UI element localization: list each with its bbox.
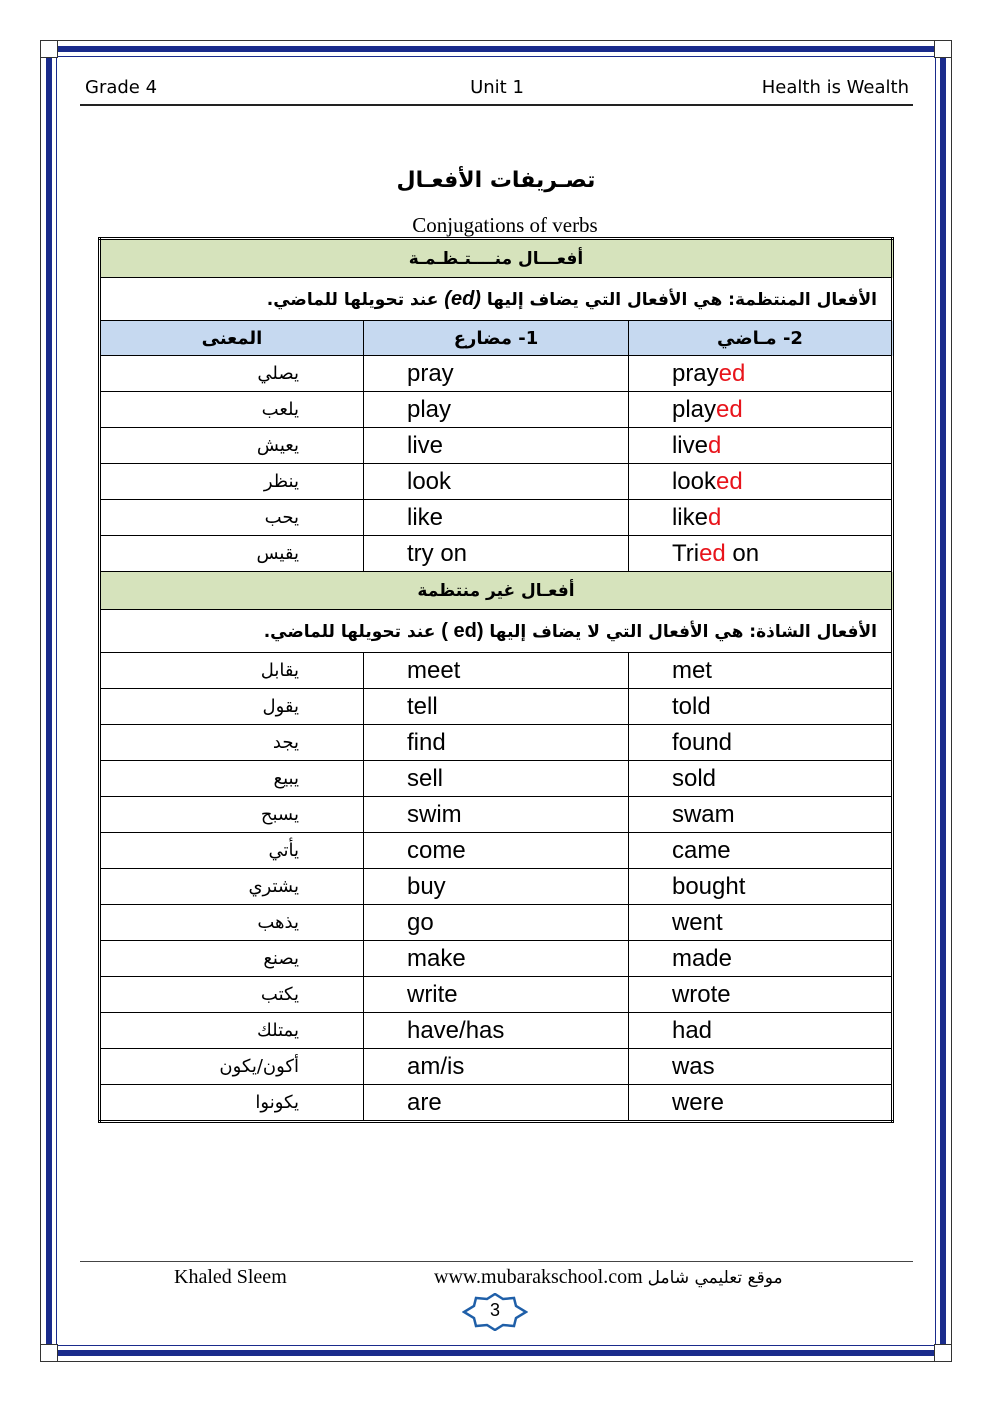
verb-meaning: يحب <box>100 500 364 536</box>
definition-text: الأفعال المنتظمة: هي الأفعال التي يضاف إليها <box>480 289 877 310</box>
verb-meaning: يشتري <box>100 869 364 905</box>
verb-present: have/has <box>363 1013 628 1049</box>
verb-meaning: يذهب <box>100 905 364 941</box>
verb-past: bought <box>628 869 892 905</box>
irregular-section-heading: أفعـال غير منتظمة <box>100 572 893 610</box>
verb-past: went <box>628 905 892 941</box>
regular-verb-row <box>100 500 893 536</box>
irregular-definition-row <box>100 610 893 653</box>
irregular-verb-row <box>100 761 893 797</box>
verb-past <box>628 428 892 464</box>
verb-present: come <box>363 833 628 869</box>
irregular-verb-row <box>100 1085 893 1122</box>
verb-meaning: أكون/يكون <box>100 1049 364 1085</box>
verb-present: play <box>363 392 628 428</box>
verb-past: were <box>628 1085 892 1122</box>
verb-meaning: يصنع <box>100 941 364 977</box>
verb-meaning: يقابل <box>100 653 364 689</box>
regular-definition-row <box>100 278 893 321</box>
regular-verb-row <box>100 392 893 428</box>
verb-meaning: يصلي <box>100 356 364 392</box>
column-header-present: 1- مضارع <box>363 321 628 356</box>
ed-suffix-label: ( ed) <box>441 619 484 642</box>
regular-verb-row <box>100 428 893 464</box>
past-rest: on <box>725 539 760 567</box>
regular-verb-row <box>100 464 893 500</box>
frame-corner <box>40 40 58 58</box>
definition-text: عند تحويلها للماضي. <box>266 289 445 310</box>
regular-definition <box>100 278 893 321</box>
past-suffix: d <box>707 431 722 459</box>
irregular-definition <box>100 610 893 653</box>
verb-meaning: يمتلك <box>100 1013 364 1049</box>
verb-past <box>628 356 892 392</box>
verb-present: meet <box>363 653 628 689</box>
frame-corner <box>40 1344 58 1362</box>
page-title-arabic: تصـريفات الأفعـال <box>396 168 596 193</box>
verb-present: try on <box>363 536 628 572</box>
irregular-verb-row <box>100 869 893 905</box>
verb-present: tell <box>363 689 628 725</box>
past-stem: live <box>671 431 708 459</box>
footer-website-line <box>434 1266 783 1289</box>
verb-meaning: يجد <box>100 725 364 761</box>
past-suffix: ed <box>716 395 743 423</box>
irregular-verb-row <box>100 941 893 977</box>
verb-present: buy <box>363 869 628 905</box>
past-stem: Tri <box>671 539 700 567</box>
regular-verb-row <box>100 536 893 572</box>
verb-past: told <box>628 689 892 725</box>
definition-text: عند تحويلها للماضي. <box>263 621 442 642</box>
regular-section-heading: أفعـــال منــــتـظـمـة <box>100 239 893 278</box>
column-header-past: 2- مـاضي <box>628 321 892 356</box>
verb-past <box>628 500 892 536</box>
header-divider <box>80 104 913 106</box>
footer-author: Khaled Sleem <box>174 1266 287 1288</box>
ed-suffix-label: (ed) <box>444 287 481 310</box>
irregular-verb-row <box>100 905 893 941</box>
verb-present: like <box>363 500 628 536</box>
verb-meaning: يبيع <box>100 761 364 797</box>
verb-past: wrote <box>628 977 892 1013</box>
frame-corner <box>934 40 952 58</box>
header-unit-title: Health is Wealth <box>761 77 909 98</box>
regular-verb-row <box>100 356 893 392</box>
verb-present: am/is <box>363 1049 628 1085</box>
column-header-meaning: المعنى <box>100 321 364 356</box>
header-unit: Unit 1 <box>470 77 524 98</box>
verb-past <box>628 392 892 428</box>
irregular-section-heading-row <box>100 572 893 610</box>
irregular-verb-row <box>100 725 893 761</box>
page-title-english: Conjugations of verbs <box>412 213 598 237</box>
past-suffix: ed <box>699 539 726 567</box>
footer-site-tagline: موقع تعليمي شامل <box>647 1268 783 1288</box>
verb-past <box>628 536 892 572</box>
verb-meaning: يلعب <box>100 392 364 428</box>
verb-present: make <box>363 941 628 977</box>
verb-past: sold <box>628 761 892 797</box>
page-header <box>85 77 909 103</box>
verb-present: look <box>363 464 628 500</box>
regular-section-heading-row <box>100 239 893 278</box>
verb-meaning: يكونوا <box>100 1085 364 1122</box>
verb-meaning: يسبح <box>100 797 364 833</box>
verb-present: swim <box>363 797 628 833</box>
past-suffix: ed <box>716 467 743 495</box>
irregular-verb-row <box>100 833 893 869</box>
irregular-verb-row <box>100 797 893 833</box>
verb-past: made <box>628 941 892 977</box>
verb-past: swam <box>628 797 892 833</box>
verb-meaning: يعيش <box>100 428 364 464</box>
footer-website-link[interactable]: www.mubarakschool.com <box>434 1266 643 1288</box>
frame-corner <box>934 1344 952 1362</box>
definition-text: الأفعال الشاذة: هي الأفعال التي لا يضاف إليها <box>483 621 877 642</box>
verbs-table <box>98 237 894 1123</box>
verb-present: pray <box>363 356 628 392</box>
verb-meaning: يأتي <box>100 833 364 869</box>
verb-meaning: يقيس <box>100 536 364 572</box>
column-header-row <box>100 321 893 356</box>
past-stem: pray <box>671 359 719 387</box>
verb-present: go <box>363 905 628 941</box>
verb-past <box>628 464 892 500</box>
verb-present: sell <box>363 761 628 797</box>
header-grade: Grade 4 <box>85 77 158 98</box>
verb-meaning: يقول <box>100 689 364 725</box>
verb-meaning: ينظر <box>100 464 364 500</box>
verb-past: came <box>628 833 892 869</box>
verb-present: find <box>363 725 628 761</box>
page-number: 3 <box>489 1300 500 1320</box>
irregular-verb-row <box>100 977 893 1013</box>
past-suffix: d <box>707 503 722 531</box>
past-suffix: ed <box>718 359 746 387</box>
verb-past: found <box>628 725 892 761</box>
verb-present: live <box>363 428 628 464</box>
irregular-verb-row <box>100 1013 893 1049</box>
past-stem: look <box>671 467 716 495</box>
past-stem: play <box>671 395 716 423</box>
irregular-verb-row <box>100 689 893 725</box>
irregular-verb-row <box>100 653 893 689</box>
verb-past: met <box>628 653 892 689</box>
verb-meaning: يكتب <box>100 977 364 1013</box>
past-stem: like <box>671 503 708 531</box>
verb-present: write <box>363 977 628 1013</box>
footer-divider <box>80 1261 913 1262</box>
verb-present: are <box>363 1085 628 1122</box>
verb-past: was <box>628 1049 892 1085</box>
verb-past: had <box>628 1013 892 1049</box>
irregular-verb-row <box>100 1049 893 1085</box>
